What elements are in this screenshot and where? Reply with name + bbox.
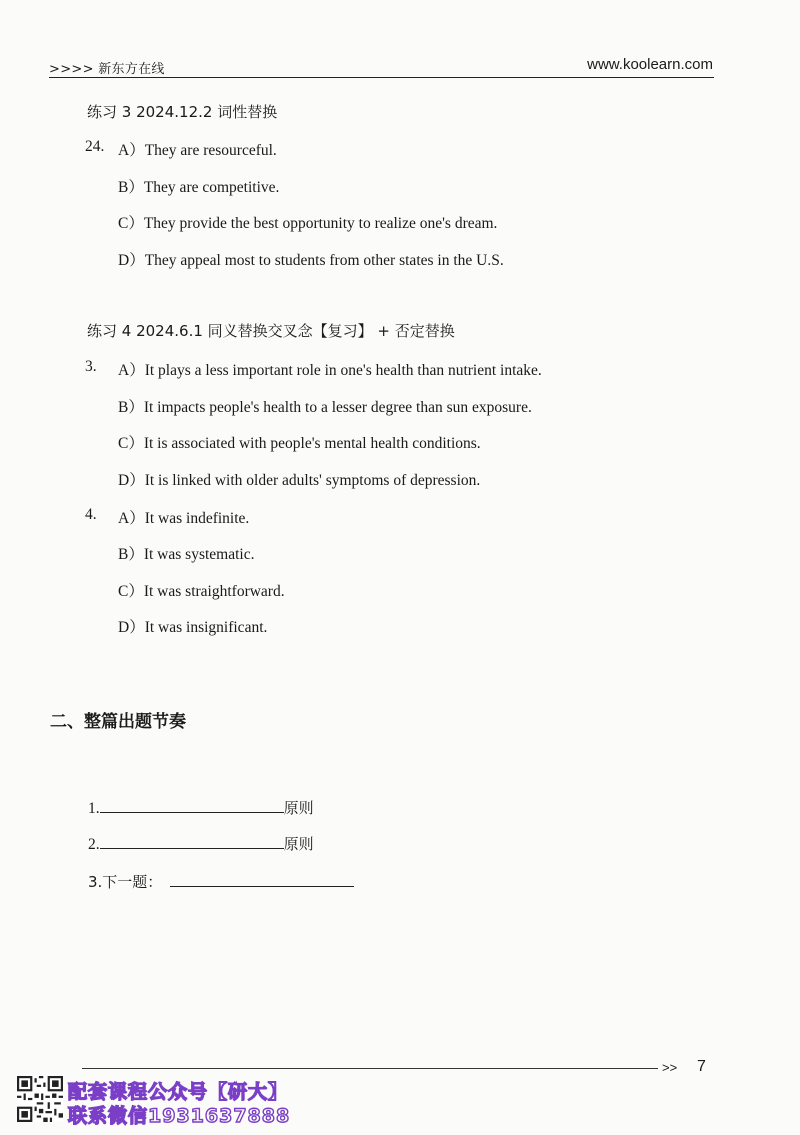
blank-item-2-prefix: 2. bbox=[88, 836, 100, 853]
header-brand: >>>> 新东方在线 bbox=[49, 62, 165, 77]
footer-arrow: >> bbox=[662, 1060, 678, 1075]
footer-divider bbox=[82, 1068, 658, 1069]
header-divider bbox=[49, 77, 714, 78]
ex3-option-d: D）They appeal most to students from other states in the U.S. bbox=[118, 252, 504, 269]
blank-item-1-suffix: 原则 bbox=[283, 799, 314, 817]
ex4-q4-option-a: A）It was indefinite. bbox=[118, 510, 250, 527]
blank-item-3 bbox=[88, 871, 354, 892]
blank-3-underline[interactable] bbox=[170, 872, 354, 887]
ex4-q3-option-b: B）It impacts people's health to a lesser degree than sun exposure. bbox=[118, 399, 532, 416]
page-number: 7 bbox=[697, 1058, 706, 1075]
ex4-q3-option-d: D）It is linked with older adults' symptoms of depression. bbox=[118, 472, 481, 489]
blank-item-1 bbox=[88, 797, 314, 818]
blank-1-underline[interactable] bbox=[100, 798, 284, 813]
ex4-q3-option-a: A）It plays a less important role in one's health than nutrient intake. bbox=[118, 362, 542, 379]
ex3-option-b: B）They are competitive. bbox=[118, 179, 280, 196]
qr-code-icon bbox=[17, 1076, 63, 1122]
watermark-line-2: 联系微信1931637888 bbox=[68, 1105, 291, 1127]
ex4-q4-option-b: B）It was systematic. bbox=[118, 546, 255, 563]
ex4-q3-option-c: C）It is associated with people's mental health conditions. bbox=[118, 435, 481, 452]
exercise4-title: 练习 4 2024.6.1 同义替换交叉念【复习】 + 否定替换 bbox=[87, 322, 455, 340]
blank-item-1-prefix: 1. bbox=[88, 800, 100, 817]
ex4-q4-option-c: C）It was straightforward. bbox=[118, 583, 285, 600]
exercise3-title: 练习 3 2024.12.2 词性替换 bbox=[87, 103, 278, 121]
blank-item-2-suffix: 原则 bbox=[283, 835, 314, 853]
question-number-3: 3. bbox=[85, 358, 97, 375]
ex3-option-c: C）They provide the best opportunity to realize one's dream. bbox=[118, 215, 498, 232]
question-number-24: 24. bbox=[85, 138, 105, 155]
ex4-q4-option-d: D）It was insignificant. bbox=[118, 619, 268, 636]
blank-item-2 bbox=[88, 833, 314, 854]
header-website: www.koolearn.com bbox=[587, 56, 713, 73]
blank-item-3-prefix: 3.下一题： bbox=[88, 873, 163, 891]
watermark-line-1: 配套课程公众号【研大】 bbox=[68, 1081, 289, 1103]
part2-title: 二、整篇出题节奏 bbox=[50, 712, 186, 732]
blank-2-underline[interactable] bbox=[100, 834, 284, 849]
ex3-option-a: A）They are resourceful. bbox=[118, 142, 277, 159]
question-number-4: 4. bbox=[85, 506, 97, 523]
